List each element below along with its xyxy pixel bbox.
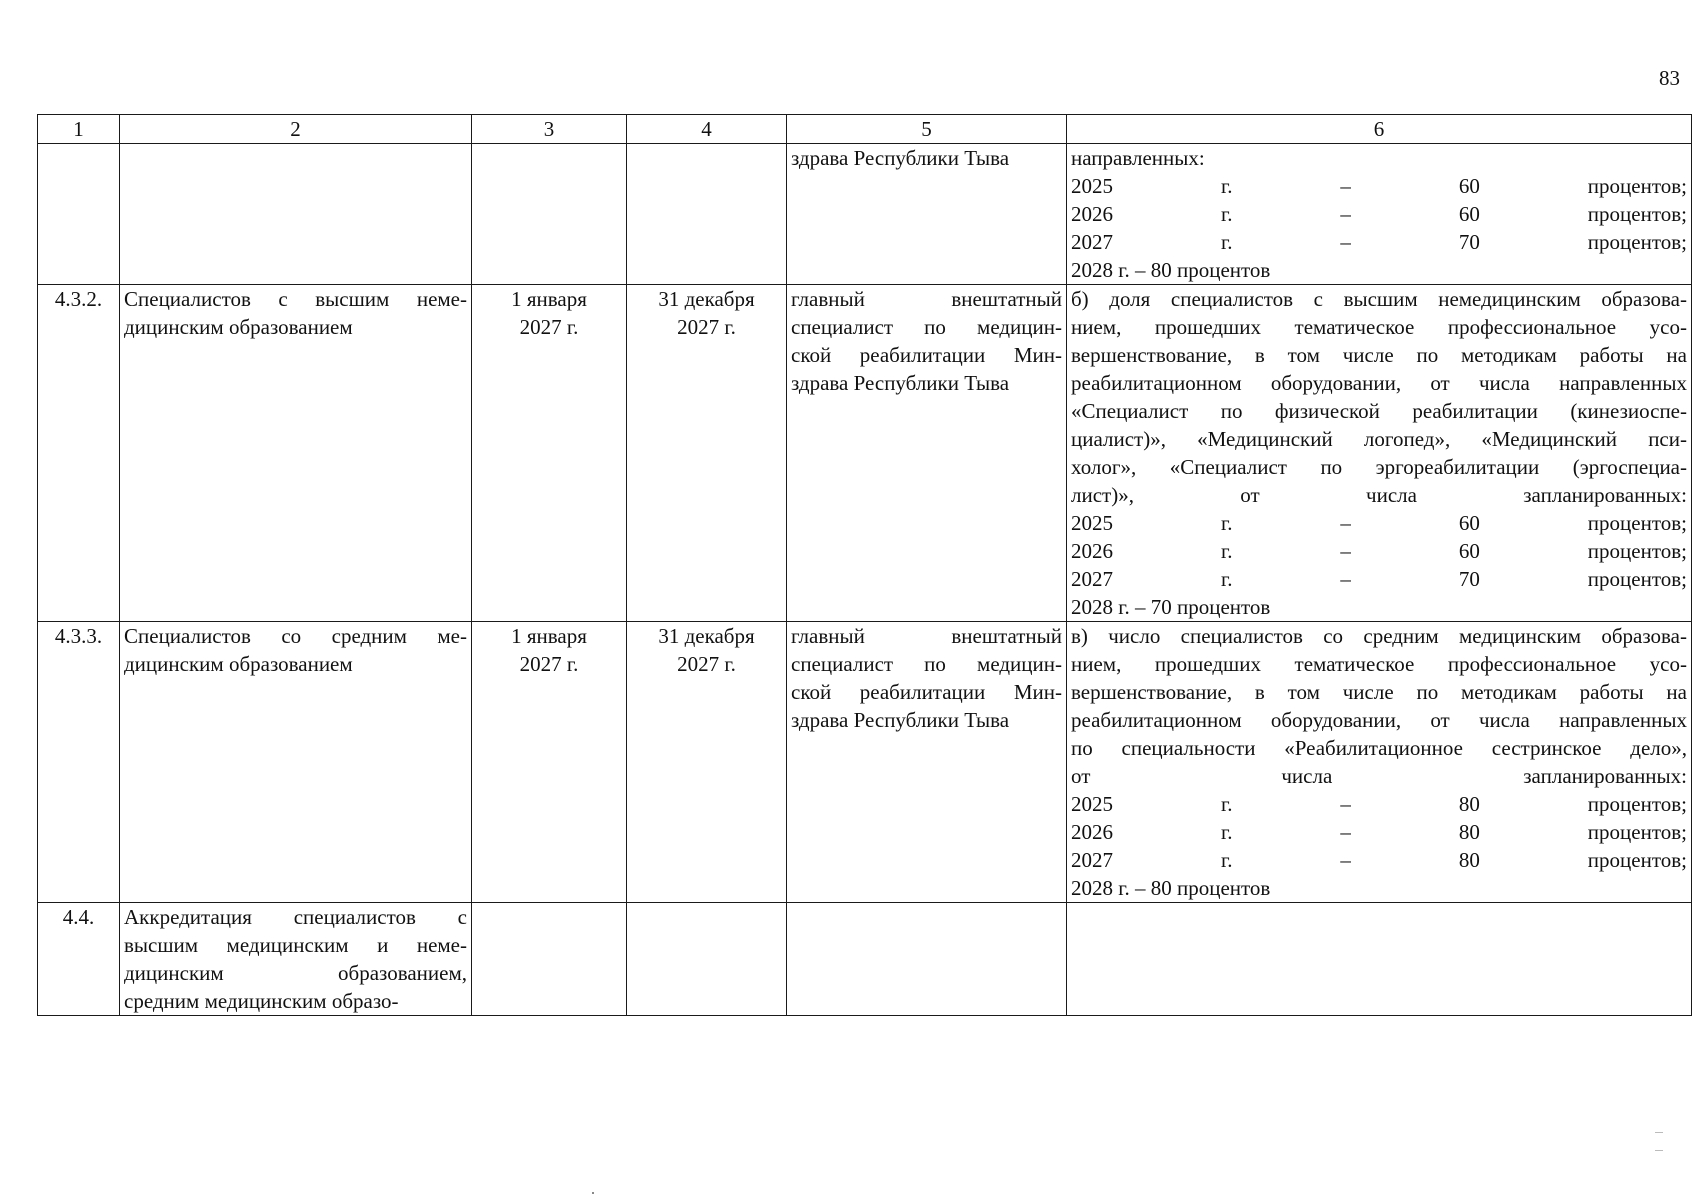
cell-indicator-line: в) число специалистов со средним медицинским образова-	[1071, 624, 1687, 648]
table-row	[38, 903, 1692, 1016]
cell-indicator-line: 2025 г. – 60 процентов;	[1071, 511, 1687, 535]
cell-number: 4.3.3.	[38, 622, 120, 903]
activity-table	[37, 114, 1692, 1016]
cell-indicator	[1067, 285, 1692, 622]
cell-activity-name-line: Специалистов со средним ме-	[124, 624, 467, 648]
cell-indicator-line: нием, прошедших тематическое профессиональное усо-	[1071, 652, 1687, 676]
cell-responsible	[787, 903, 1067, 1016]
cell-end-date-line: 2027 г.	[677, 315, 736, 339]
cell-activity-name-line: высшим медицинским и неме-	[124, 933, 467, 957]
cell-indicator-line: вершенствование, в том числе по методикам работы на	[1071, 680, 1687, 704]
cell-indicator-line: циалист)», «Медицинский логопед», «Медицинский пси-	[1071, 427, 1687, 451]
cell-indicator-line: 2027 г. – 70 процентов;	[1071, 230, 1687, 254]
cell-indicator-line: 2028 г. – 70 процентов	[1071, 595, 1271, 619]
cell-indicator	[1067, 622, 1692, 903]
cell-activity-name	[120, 144, 472, 285]
cell-indicator-line: 2026 г. – 60 процентов;	[1071, 202, 1687, 226]
cell-indicator-line: нием, прошедших тематическое профессиональное усо-	[1071, 315, 1687, 339]
cell-indicator-line: 2028 г. – 80 процентов	[1071, 258, 1271, 282]
cell-responsible-line: здрава Республики Тыва	[791, 146, 1010, 170]
page-number: 83	[1659, 66, 1680, 90]
cell-indicator-line: «Специалист по физической реабилитации (кинезиоспе-	[1071, 399, 1687, 423]
cell-end-date	[627, 622, 787, 903]
cell-responsible	[787, 285, 1067, 622]
cell-start-date-line: 2027 г.	[519, 315, 579, 339]
cell-indicator-line: 2026 г. – 60 процентов;	[1071, 539, 1687, 563]
cell-indicator-line: б) доля специалистов с высшим немедицинским образова-	[1071, 287, 1687, 311]
cell-responsible-line: главный внештатный	[791, 624, 1062, 648]
cell-indicator-line: 2027 г. – 70 процентов;	[1071, 567, 1687, 591]
cell-responsible-line: здрава Республики Тыва	[791, 708, 1010, 732]
cell-indicator-line: 2025 г. – 60 процентов;	[1071, 174, 1687, 198]
cell-activity-name	[120, 285, 472, 622]
cell-end-date-line: 31 декабря	[658, 624, 755, 648]
cell-activity-name-line: Специалистов с высшим неме-	[124, 287, 467, 311]
cell-indicator-line: 2026 г. – 80 процентов;	[1071, 820, 1687, 844]
cell-indicator-line: от числа запланированных:	[1071, 764, 1687, 788]
cell-start-date	[472, 622, 627, 903]
cell-indicator-line: 2027 г. – 80 процентов;	[1071, 848, 1687, 872]
table-row	[38, 622, 1692, 903]
cell-number: 4.3.2.	[38, 285, 120, 622]
cell-responsible-line: специалист по медицин-	[791, 652, 1062, 676]
cell-end-date-line: 2027 г.	[677, 652, 736, 676]
cell-indicator	[1067, 144, 1692, 285]
cell-end-date	[627, 903, 787, 1016]
cell-start-date	[472, 144, 627, 285]
cell-indicator	[1067, 903, 1692, 1016]
cell-number	[38, 144, 120, 285]
cell-responsible-line: специалист по медицин-	[791, 315, 1062, 339]
cell-indicator-line: 2025 г. – 80 процентов;	[1071, 792, 1687, 816]
scan-speck	[592, 1192, 594, 1194]
table-body	[38, 144, 1692, 1016]
column-header-3: 3	[472, 115, 627, 144]
cell-activity-name-line: дицинским образованием	[124, 652, 353, 676]
table-header-row	[38, 115, 1692, 144]
cell-responsible-line: главный внештатный	[791, 287, 1062, 311]
cell-responsible-line: ской реабилитации Мин-	[791, 343, 1062, 367]
cell-indicator-line: реабилитационном оборудовании, от числа направленных	[1071, 708, 1687, 732]
cell-indicator-line: лист)», от числа запланированных:	[1071, 483, 1687, 507]
cell-indicator-line: вершенствование, в том числе по методикам работы на	[1071, 343, 1687, 367]
cell-responsible	[787, 144, 1067, 285]
cell-indicator-line: 2028 г. – 80 процентов	[1071, 876, 1271, 900]
scan-edge-mark	[1655, 1132, 1663, 1133]
column-header-2: 2	[120, 115, 472, 144]
column-header-6: 6	[1067, 115, 1692, 144]
cell-number: 4.4.	[38, 903, 120, 1016]
cell-start-date-line: 2027 г.	[519, 652, 579, 676]
scan-edge-mark	[1655, 1150, 1663, 1151]
cell-indicator-line: направленных:	[1071, 146, 1205, 170]
cell-end-date-line: 31 декабря	[658, 287, 755, 311]
cell-activity-name-line: дицинским образованием,	[124, 961, 467, 985]
table-row	[38, 144, 1692, 285]
cell-responsible-line: здрава Республики Тыва	[791, 371, 1010, 395]
cell-start-date-line: 1 января	[511, 624, 587, 648]
cell-end-date	[627, 144, 787, 285]
cell-start-date-line: 1 января	[511, 287, 587, 311]
cell-activity-name-line: Аккредитация специалистов с	[124, 905, 467, 929]
cell-indicator-line: по специальности «Реабилитационное сестринское дело»,	[1071, 736, 1687, 760]
column-header-1: 1	[38, 115, 120, 144]
cell-responsible-line: ской реабилитации Мин-	[791, 680, 1062, 704]
cell-activity-name-line: дицинским образованием	[124, 315, 353, 339]
cell-end-date	[627, 285, 787, 622]
table-row	[38, 285, 1692, 622]
column-header-5: 5	[787, 115, 1067, 144]
cell-responsible	[787, 622, 1067, 903]
cell-indicator-line: реабилитационном оборудовании, от числа направленных	[1071, 371, 1687, 395]
cell-activity-name	[120, 622, 472, 903]
cell-activity-name-line: средним медицинским образо-	[124, 989, 399, 1013]
cell-start-date	[472, 285, 627, 622]
cell-indicator-line: холог», «Специалист по эргореабилитации (эргоспециа-	[1071, 455, 1687, 479]
cell-activity-name	[120, 903, 472, 1016]
column-header-4: 4	[627, 115, 787, 144]
cell-start-date	[472, 903, 627, 1016]
